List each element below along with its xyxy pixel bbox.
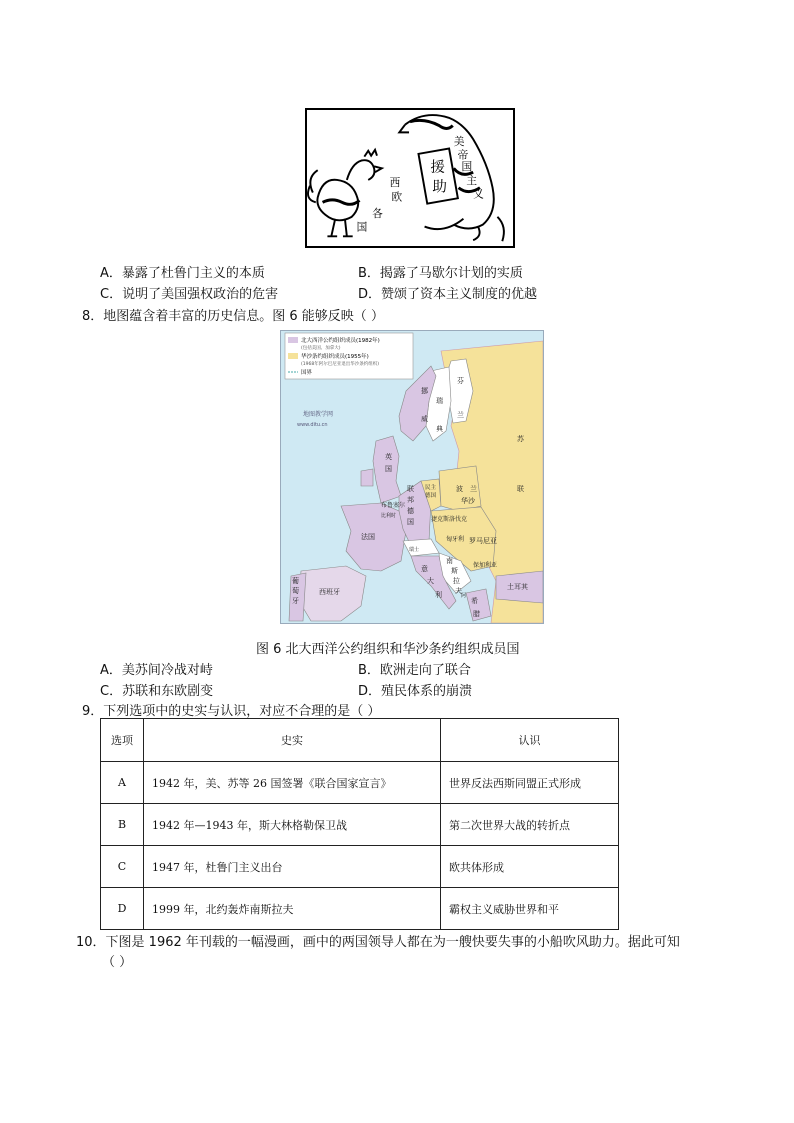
legend-nato: 北大西洋公约组织成员(1982年) bbox=[301, 338, 380, 344]
q8-stem: 8．地图蕴含着丰富的历史信息。图 6 能够反映（ ） bbox=[82, 309, 384, 324]
table-row bbox=[101, 762, 619, 804]
label-poland: 波 兰 bbox=[456, 485, 477, 493]
label-yugo-4: 夫 bbox=[455, 587, 462, 595]
label-sweden-2: 典 bbox=[436, 425, 443, 433]
label-bulgaria: 保加利亚 bbox=[473, 562, 498, 569]
label-yugo-3: 拉 bbox=[453, 577, 460, 585]
aid-sign bbox=[418, 148, 457, 203]
map-svg bbox=[281, 331, 543, 623]
cartoon-image bbox=[305, 108, 515, 248]
table-header-row bbox=[101, 719, 619, 762]
q8-option-c: C．苏联和东欧剧变 bbox=[100, 684, 214, 699]
label-romania: 罗马尼亚 bbox=[469, 537, 497, 545]
sign-char-2: 助 bbox=[432, 178, 447, 196]
cell-view: 世界反法西斯同盟正式形成 bbox=[441, 762, 619, 804]
cell-option: A bbox=[101, 762, 144, 804]
label-frg-4: 国 bbox=[407, 518, 414, 526]
label-yugo-1: 南 bbox=[446, 557, 453, 565]
label-gdr-1: 民主 bbox=[425, 485, 437, 491]
legend-border: 国界 bbox=[301, 370, 313, 376]
label-uk-1: 英 bbox=[385, 453, 392, 461]
cell-fact: 1947 年，杜鲁门主义出台 bbox=[144, 846, 441, 888]
legend-warsaw-sub: (1968年阿尔巴尼亚退出华沙条约组织) bbox=[301, 362, 379, 367]
cell-option: C bbox=[101, 846, 144, 888]
label-us-5: 义 bbox=[473, 187, 484, 201]
q8-map-caption: 图 6 北大西洋公约组织和华沙条约组织成员国 bbox=[256, 642, 520, 657]
legend-nato-sub: (包括美国、加拿大) bbox=[301, 346, 341, 351]
label-us-3: 国 bbox=[461, 160, 473, 174]
legend-warsaw: 华沙条约组织成员(1955年) bbox=[301, 354, 369, 360]
cell-fact: 1942 年，美、苏等 26 国签署《联合国家宣言》 bbox=[144, 762, 441, 804]
q8-option-a: A．美苏间冷战对峙 bbox=[100, 663, 213, 678]
label-finland-2: 兰 bbox=[457, 411, 464, 419]
label-soviet-1: 苏 bbox=[517, 435, 524, 443]
table-row bbox=[101, 804, 619, 846]
label-west-europe-3: 各 bbox=[372, 206, 383, 220]
q8-option-b: B．欧洲走向了联合 bbox=[358, 663, 471, 678]
label-greece-1: 希 bbox=[471, 597, 478, 605]
rooster-figure bbox=[308, 150, 382, 236]
label-spain: 西班牙 bbox=[319, 588, 340, 596]
q7-option-b: B．揭露了马歇尔计划的实质 bbox=[358, 266, 523, 281]
label-greece-2: 腊 bbox=[473, 610, 480, 618]
label-swiss: 瑞士 bbox=[409, 547, 420, 553]
cartoon-drawing bbox=[307, 110, 513, 246]
label-frg-1: 联 bbox=[407, 485, 414, 493]
label-hungary: 匈牙利 bbox=[446, 536, 465, 543]
label-italy-2: 大 bbox=[427, 577, 434, 585]
cell-option: D bbox=[101, 888, 144, 930]
label-warsaw: 华沙 bbox=[461, 497, 475, 505]
label-uk-2: 国 bbox=[385, 465, 392, 473]
label-portugal-1: 葡 bbox=[292, 577, 299, 585]
table-row bbox=[101, 888, 619, 930]
q9-table bbox=[100, 718, 619, 930]
label-portugal-2: 萄 bbox=[292, 587, 299, 595]
map-legend bbox=[285, 333, 413, 379]
q8-option-d: D．殖民体系的崩溃 bbox=[358, 684, 473, 699]
cell-fact: 1942 年—1943 年，斯大林格勒保卫战 bbox=[144, 804, 441, 846]
cell-view: 第二次世界大战的转折点 bbox=[441, 804, 619, 846]
label-us-1: 美 bbox=[453, 134, 465, 148]
label-gdr-2: 德国 bbox=[425, 493, 437, 499]
label-frg-3: 德 bbox=[407, 507, 414, 515]
map-watermark: 地图教学网 bbox=[303, 411, 334, 418]
header-option: 选项 bbox=[101, 719, 144, 762]
q7-option-d: D．赞颂了资本主义制度的优越 bbox=[358, 287, 538, 302]
sign-char-1: 援 bbox=[430, 159, 445, 177]
label-turkey: 土耳其 bbox=[507, 583, 528, 591]
label-frg-2: 邦 bbox=[407, 496, 414, 504]
table-row bbox=[101, 846, 619, 888]
label-west-europe-2: 欧 bbox=[391, 190, 403, 204]
label-italy-1: 意 bbox=[421, 565, 428, 573]
q10-stem: 10．下图是 1962 年刊载的一幅漫画，画中的两国领导人都在为一艘快要失事的小船吹风助力。据此可知 bbox=[76, 935, 680, 950]
label-italy-3: 利 bbox=[435, 591, 442, 599]
europe-map bbox=[280, 330, 544, 624]
label-soviet-2: 联 bbox=[517, 485, 524, 493]
label-brussels: 布鲁塞尔 bbox=[381, 502, 406, 509]
cell-view: 欧共体形成 bbox=[441, 846, 619, 888]
label-us-2: 帝 bbox=[457, 148, 469, 162]
label-west-europe-4: 国 bbox=[356, 220, 368, 234]
label-belgium: 比利时 bbox=[381, 513, 397, 519]
q10-answer-paren: （ ） bbox=[102, 955, 133, 970]
label-west-europe-1: 西 bbox=[389, 175, 401, 189]
label-albania: 阿 bbox=[461, 593, 467, 599]
q7-option-c: C．说明了美国强权政治的危害 bbox=[100, 287, 279, 302]
label-norway-1: 挪 bbox=[421, 387, 428, 395]
label-norway-2: 威 bbox=[421, 415, 428, 423]
cell-option: B bbox=[101, 804, 144, 846]
label-finland-1: 芬 bbox=[457, 377, 464, 385]
label-france: 法国 bbox=[361, 533, 375, 541]
map-watermark-url: www.ditu.cn bbox=[297, 422, 328, 428]
label-us-4: 主 bbox=[466, 173, 478, 187]
cell-fact: 1999 年，北约轰炸南斯拉夫 bbox=[144, 888, 441, 930]
q7-option-a: A．暴露了杜鲁门主义的本质 bbox=[100, 266, 265, 281]
header-view: 认识 bbox=[441, 719, 619, 762]
label-yugo-2: 斯 bbox=[451, 567, 458, 575]
q9-stem: 9．下列选项中的史实与认识，对应不合理的是（ ） bbox=[82, 704, 381, 719]
label-portugal-3: 牙 bbox=[292, 597, 299, 605]
label-sweden-1: 瑞 bbox=[436, 397, 443, 405]
cell-view: 霸权主义威胁世界和平 bbox=[441, 888, 619, 930]
header-fact: 史实 bbox=[144, 719, 441, 762]
label-czech: 捷克斯洛伐克 bbox=[431, 516, 468, 523]
